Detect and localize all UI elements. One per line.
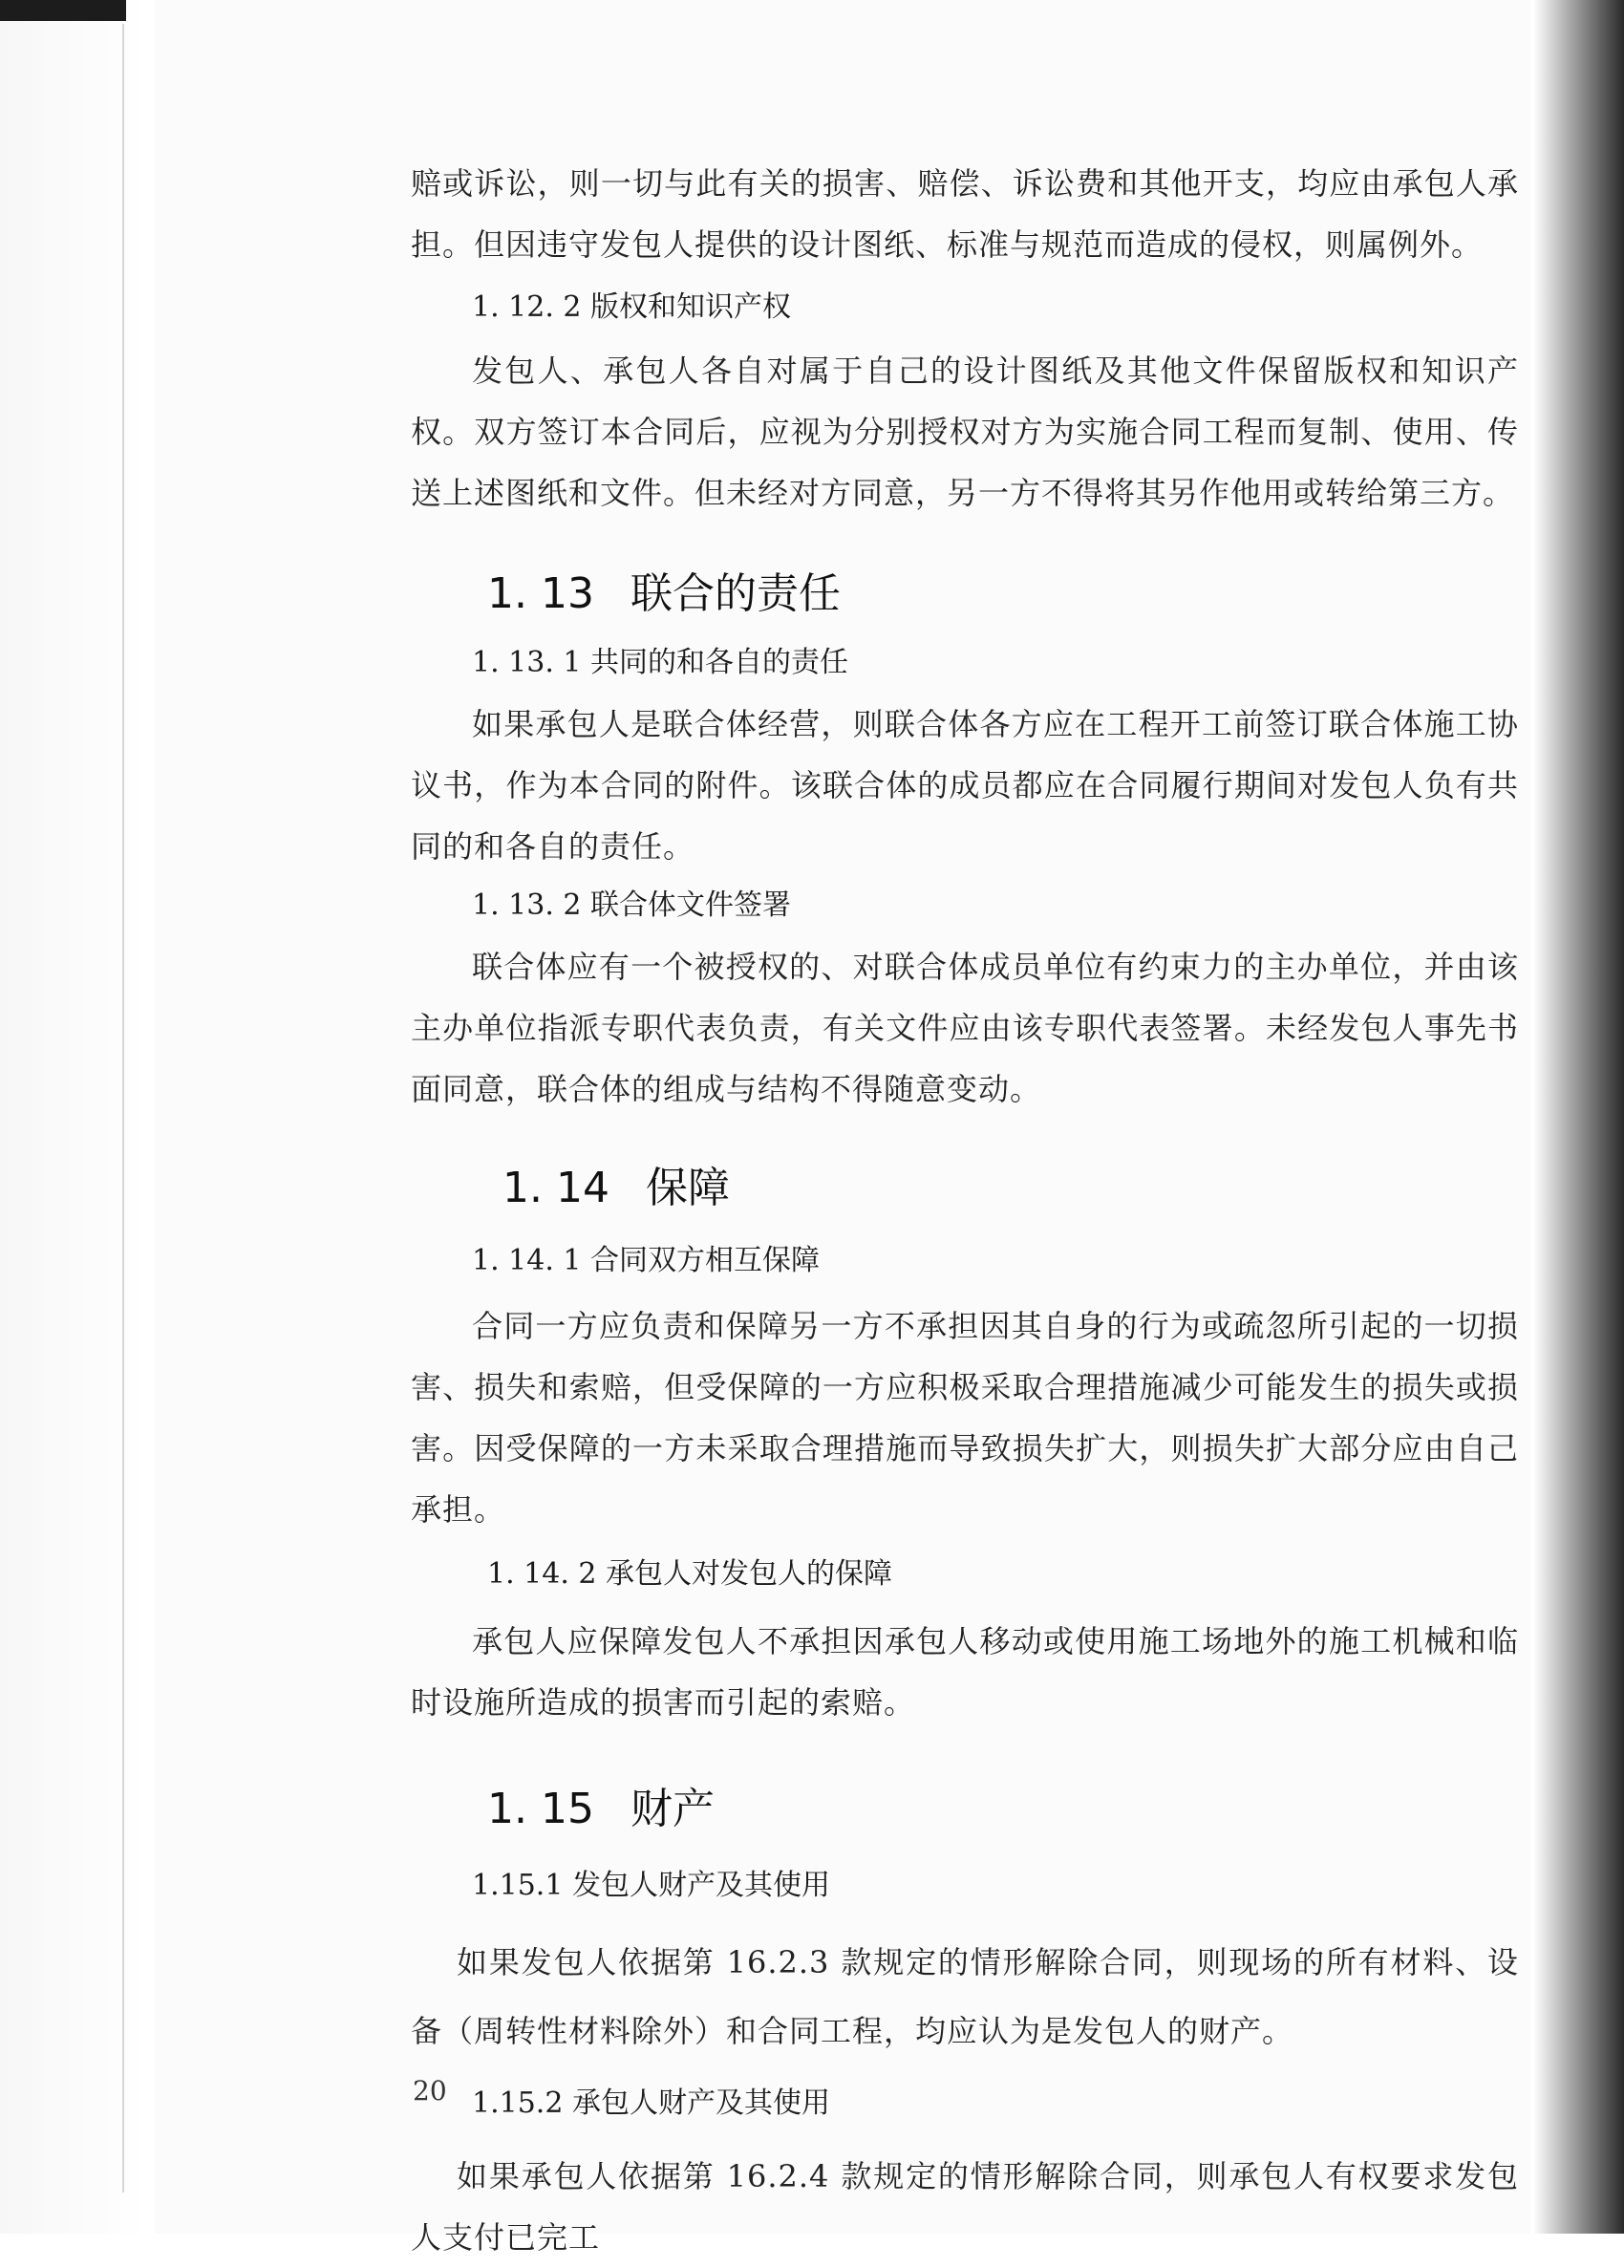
paragraph: 联合体应有一个被授权的、对联合体成员单位有约束力的主办单位，并由该主办单位指派专职代表负责，有关文件应由该专职代表签署。未经发包人事先书面同意，联合体的组成与结构不得随意变动。 (411, 949, 1519, 1107)
paragraph: 如果发包人依据第 16.2.3 款规定的情形解除合同，则现场的所有材料、设备（周转性材料除外）和合同工程，均应认为是发包人的财产。 (411, 1944, 1519, 2049)
scan-corner-mark (0, 0, 126, 21)
paragraph: 如果承包人是联合体经营，则联合体各方应在工程开工前签订联合体施工协议书，作为本合同的附件。该联合体的成员都应在合同履行期间对发包人负有共同的和各自的责任。 (411, 706, 1519, 865)
subsection-title: 1. 14. 1 合同双方相互保障 (472, 1244, 821, 1277)
subsection-title: 1.15.1 发包人财产及其使用 (472, 1869, 830, 1902)
section-heading (411, 566, 1519, 623)
scan-binding-shadow (1533, 0, 1624, 2234)
document-body (411, 153, 1519, 2268)
paragraph: 赔或诉讼，则一切与此有关的损害、赔偿、诉讼费和其他开支，均应由承包人承担。但因违守发包人提供的设计图纸、标准与规范而造成的侵权，则属例外。 (411, 165, 1519, 263)
paragraph: 发包人、承包人各自对属于自己的设计图纸及其他文件保留版权和知识产权。双方签订本合同后，应视为分别授权对方为实施合同工程而复制、使用、传送上述图纸和文件。但未经对方同意，另一方不得将其另作他用或转给第三方。 (411, 353, 1519, 511)
section-number: 1. 15 (487, 1785, 594, 1833)
section-title: 保障 (645, 1164, 730, 1212)
subsection-title: 1. 14. 2 承包人对发包人的保障 (487, 1557, 893, 1591)
page-number: 20 (413, 2075, 447, 2107)
subsection-title: 1.15.2 承包人财产及其使用 (472, 2086, 830, 2120)
subsection-title: 1. 12. 2 版权和知识产权 (472, 290, 792, 324)
paragraph: 如果承包人依据第 16.2.4 款规定的情形解除合同，则承包人有权要求发包人支付已完工 (411, 2158, 1519, 2256)
section-heading (411, 1781, 1519, 1838)
subsection-title: 1. 13. 1 共同的和各自的责任 (472, 646, 849, 679)
section-heading (411, 1160, 1519, 1217)
subsection-title: 1. 13. 2 联合体文件签署 (472, 888, 792, 922)
section-title: 联合的责任 (630, 569, 841, 618)
section-number: 1. 13 (487, 569, 594, 618)
section-title: 财产 (630, 1785, 715, 1833)
paragraph: 合同一方应负责和保障另一方不承担因其自身的行为或疏忽所引起的一切损害、损失和索赔，但受保障的一方应积极采取合理措施减少可能发生的损失或损害。因受保障的一方未采取合理措施而导致损失扩大，则损失扩大部分应由自己承担。 (411, 1308, 1519, 1528)
section-number: 1. 14 (502, 1164, 609, 1212)
paragraph: 承包人应保障发包人不承担因承包人移动或使用施工场地外的施工机械和临时设施所造成的损害而引起的索赔。 (411, 1623, 1519, 1721)
